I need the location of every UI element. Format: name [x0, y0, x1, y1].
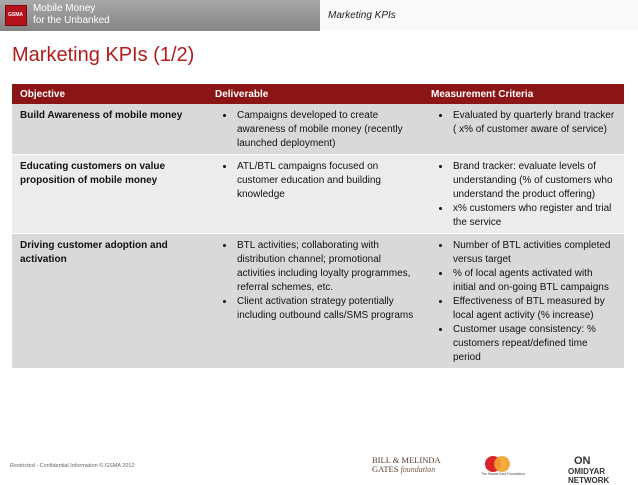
table-row: [12, 234, 624, 369]
criteria-cell: [423, 234, 624, 369]
gates-foundation-logo: [372, 456, 441, 474]
sponsor1-line3: foundation: [400, 465, 436, 474]
deliverable-item: • Client activation strategy potentially including outbound calls/SMS programs: [235, 295, 417, 323]
mastercard-yellow-circle-icon: [494, 456, 510, 472]
deliverable-item: • BTL activities; collaborating with distribution channel; promotional activities including loyalty programmes, referral schemes, etc.: [235, 239, 417, 295]
kpi-table: [12, 84, 624, 369]
deliverable-item: • Campaigns developed to create awareness of mobile money (recently launched deployment): [235, 109, 417, 151]
sponsor2-label: The MasterCard Foundation: [481, 472, 525, 476]
omidyar-mark: ON: [574, 455, 591, 467]
criteria-item: • Customer usage consistency: % customers repeat/defined time period: [451, 323, 618, 365]
mastercard-foundation-logo: [481, 456, 525, 476]
table-row: [12, 155, 624, 234]
deliverable-cell: [207, 155, 423, 234]
deliverable-cell: [207, 234, 423, 369]
gsma-logo-icon: GSMA: [5, 5, 27, 26]
criteria-cell: [423, 155, 624, 234]
criteria-item: • % of local agents activated with initial and on-going BTL campaigns: [451, 267, 618, 295]
brand-line-2: for the Unbanked: [33, 15, 110, 26]
sponsor1-line1: BILL & MELINDA: [372, 455, 441, 465]
column-header-deliverable: Deliverable: [207, 84, 423, 104]
top-banner: [0, 0, 638, 31]
criteria-cell: [423, 104, 624, 155]
objective-cell: Build Awareness of mobile money: [12, 104, 207, 155]
table-row: [12, 104, 624, 155]
criteria-item: • Number of BTL activities completed versus target: [451, 239, 618, 267]
program-brand: [33, 3, 110, 27]
criteria-item: • Evaluated by quarterly brand tracker ( x% of customer aware of service): [451, 109, 618, 137]
column-header-criteria: Measurement Criteria: [423, 84, 624, 104]
omidyar-network-logo: [568, 455, 638, 485]
deliverable-cell: [207, 104, 423, 155]
criteria-item: • x% customers who register and trial the service: [451, 202, 618, 230]
criteria-item: • Brand tracker: evaluate levels of understanding (% of customers who understand the product offering): [451, 160, 618, 202]
deliverable-item: • ATL/BTL campaigns focused on customer education and building knowledge: [235, 160, 417, 202]
section-label: Marketing KPIs: [328, 10, 396, 21]
objective-cell: Driving customer adoption and activation: [12, 234, 207, 369]
brand-line-1: Mobile Money: [33, 3, 96, 14]
objective-cell: Educating customers on value proposition of mobile money: [12, 155, 207, 234]
section-label-box: [320, 0, 638, 31]
sponsor1-line2: GATES: [372, 464, 399, 474]
table-header-row: [12, 84, 624, 104]
sponsor3-label: OMIDYAR NETWORK: [568, 467, 610, 485]
page-title: Marketing KPIs (1/2): [12, 44, 195, 66]
column-header-objective: Objective: [12, 84, 207, 104]
criteria-item: • Effectiveness of BTL measured by local agent activity (% increase): [451, 295, 618, 323]
confidentiality-note: Restricted - Confidential Information © GSMA 2012: [10, 463, 135, 469]
